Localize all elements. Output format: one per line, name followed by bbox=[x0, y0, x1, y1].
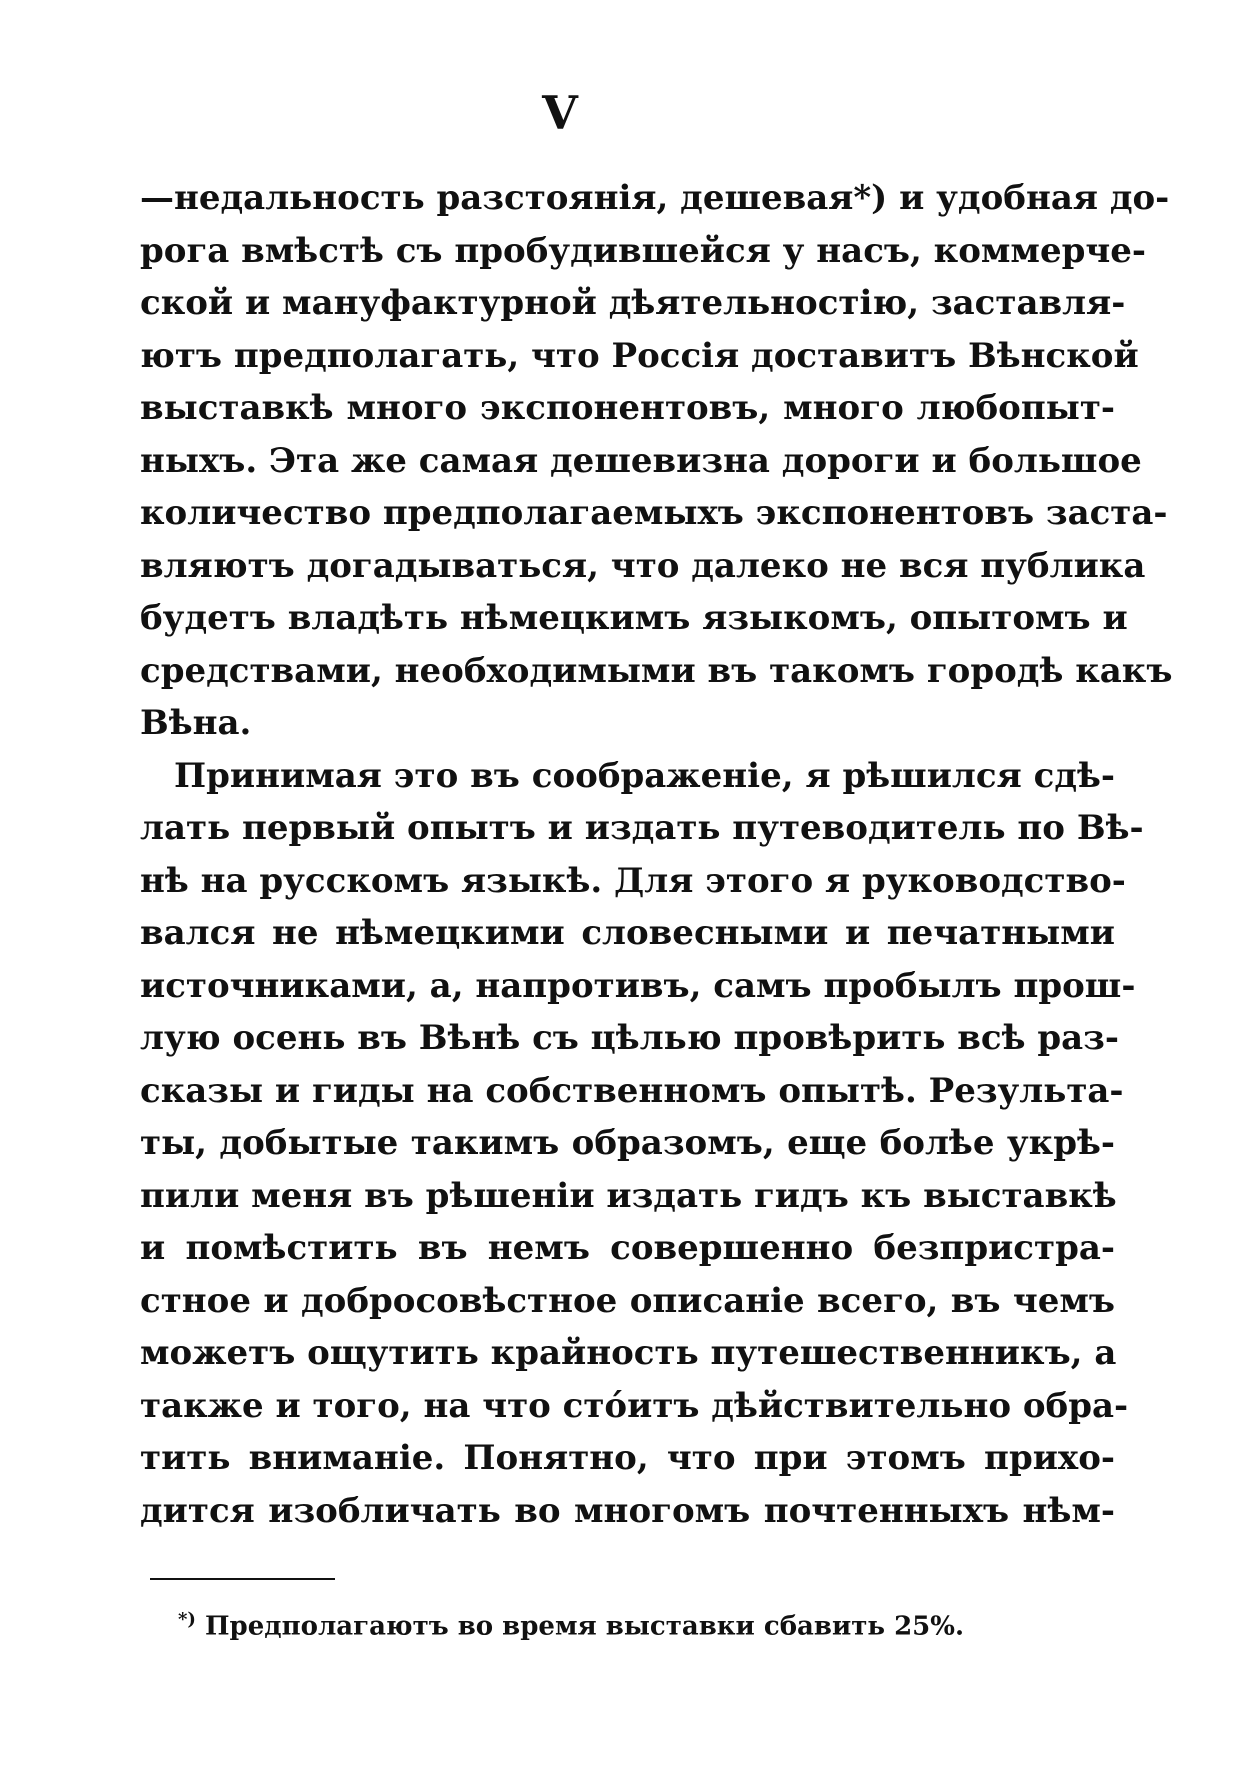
text-line: будетъ владѣть нѣмецкимъ языкомъ, опытомъ и bbox=[140, 598, 1128, 638]
text-line: выставкѣ много экспонентовъ, много любопыт- bbox=[140, 388, 1115, 428]
text-line: пили меня въ рѣшеніи издать гидъ къ выставкѣ bbox=[140, 1175, 1117, 1216]
footnote-text: Предполагаютъ во время выставки сбавить 25%. bbox=[205, 1611, 965, 1642]
paragraph-2 bbox=[140, 750, 1144, 1538]
text-line: нѣ на русскомъ языкѣ. Для этого я руководство- bbox=[140, 860, 1126, 901]
text-line: можетъ ощутить крайность путешественникъ, а bbox=[140, 1333, 1117, 1373]
text-line: вался не нѣмецкими словесными и печатными bbox=[140, 913, 1115, 953]
text-line: также и того, на что стóитъ дѣйствительно обра- bbox=[140, 1385, 1129, 1426]
text-line: лать первый опытъ и издать путеводитель по Вѣ- bbox=[140, 808, 1144, 848]
text-line: средствами, необходимыми въ такомъ городѣ какъ bbox=[140, 650, 1173, 691]
text-line: ской и мануфактурной дѣятельностію, заставля- bbox=[140, 283, 1126, 323]
text-line: сказы и гиды на собственномъ опытѣ. Результа- bbox=[140, 1070, 1124, 1111]
text-line: ты, добытые такимъ образомъ, еще болѣе укрѣ- bbox=[140, 1123, 1115, 1163]
page-number: V bbox=[542, 86, 578, 140]
body-text bbox=[140, 172, 1173, 1537]
text-line: и помѣстить въ немъ совершенно безпристра- bbox=[140, 1228, 1115, 1268]
text-line: лую осень въ Вѣнѣ съ цѣлью провѣрить всѣ раз- bbox=[140, 1018, 1119, 1058]
footnote-divider bbox=[150, 1578, 335, 1580]
text-line: Вѣна. bbox=[140, 703, 252, 743]
text-line: количество предполагаемыхъ экспонентовъ заста- bbox=[140, 493, 1168, 533]
text-line: вляютъ догадываться, что далеко не вся публика bbox=[140, 545, 1146, 586]
paragraph-1 bbox=[140, 172, 1173, 750]
text-line: Принимая это въ соображеніе, я рѣшился сдѣ- bbox=[174, 755, 1115, 796]
footnote-marker: *) bbox=[178, 1609, 196, 1630]
text-line: рога вмѣстѣ съ пробудившейся у насъ, коммерче- bbox=[140, 230, 1146, 271]
text-line: тить вниманіе. Понятно, что при этомъ прихо- bbox=[140, 1438, 1115, 1478]
text-line: источниками, а, напротивъ, самъ пробылъ прош- bbox=[140, 965, 1136, 1006]
text-line: ютъ предполагать, что Россія доставитъ Вѣнской bbox=[140, 335, 1139, 376]
text-line: —недальность разстоянія, дешевая*) и удобная до- bbox=[140, 178, 1170, 218]
text-line: дится изобличать во многомъ почтенныхъ нѣм- bbox=[140, 1490, 1115, 1531]
text-line: ныхъ. Эта же самая дешевизна дороги и большое bbox=[140, 440, 1142, 481]
text-line: стное и добросовѣстное описаніе всего, въ чемъ bbox=[140, 1280, 1115, 1321]
footnote bbox=[178, 1608, 1058, 1644]
